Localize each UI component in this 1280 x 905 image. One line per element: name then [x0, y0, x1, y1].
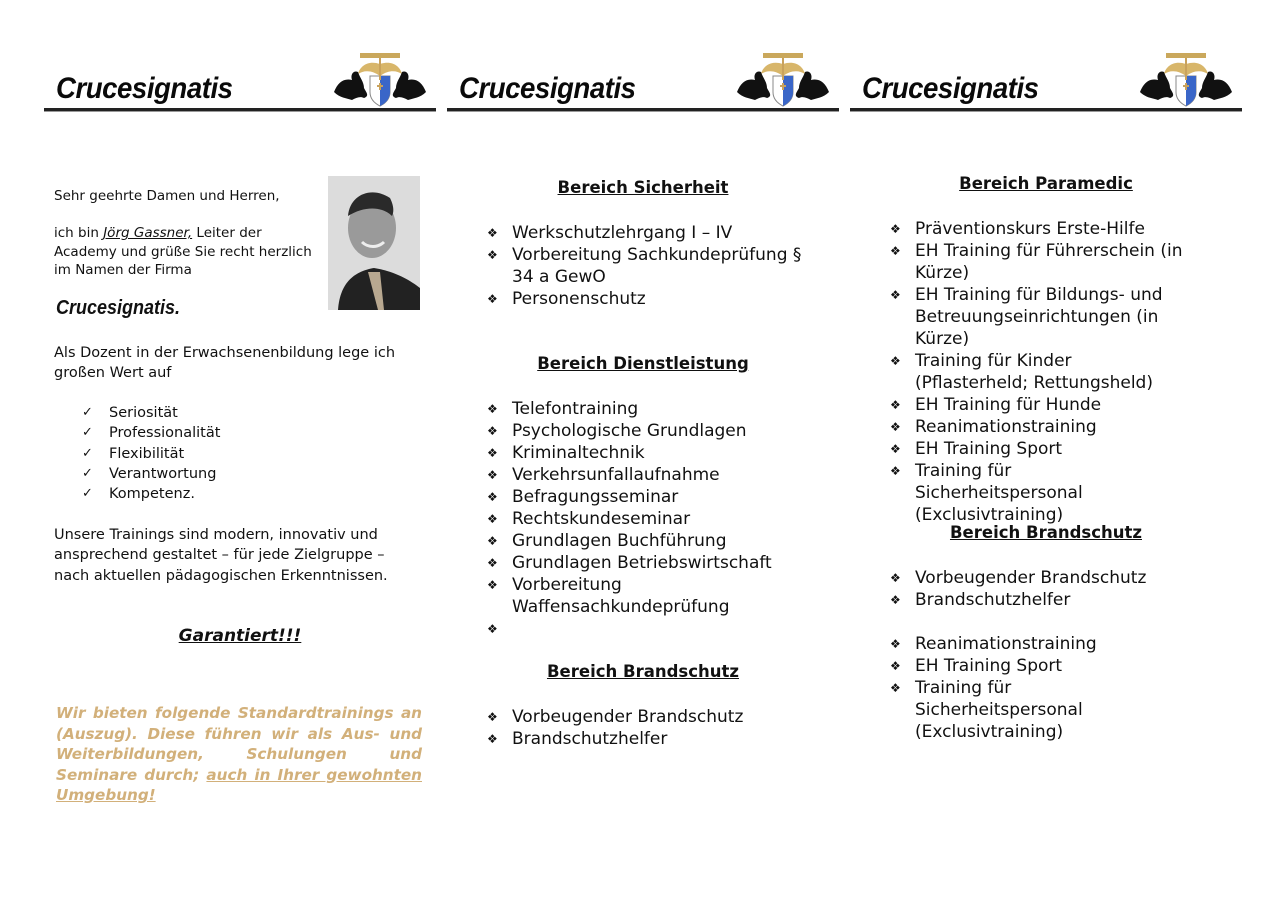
list-paramedic — [890, 218, 1210, 526]
section-title-brandschutz: Bereich Brandschutz — [546, 662, 739, 681]
list-item — [890, 677, 1210, 743]
four-diamond-bullet-icon: ❖ — [487, 446, 498, 460]
item-label: Brandschutzhelfer — [915, 590, 1071, 610]
header — [447, 52, 839, 114]
list-item — [487, 552, 827, 574]
item-label: EH Training für Hunde — [915, 395, 1102, 415]
panel-courses-1 — [447, 0, 839, 905]
value-label: Kompetenz. — [109, 486, 195, 503]
four-diamond-bullet-icon: ❖ — [890, 222, 901, 236]
four-diamond-bullet-icon: ❖ — [890, 354, 901, 368]
four-diamond-bullet-icon: ❖ — [487, 710, 498, 724]
value-label: Verantwortung — [109, 465, 217, 482]
list-item — [487, 706, 827, 728]
four-diamond-bullet-icon: ❖ — [890, 593, 901, 607]
four-diamond-bullet-icon: ❖ — [487, 512, 498, 526]
four-diamond-bullet-icon: ❖ — [487, 578, 498, 592]
item-label: EH Training für Bildungs- und Betreuungseinrichtungen (in Kürze) — [915, 285, 1163, 349]
header-rule — [44, 108, 436, 112]
section-title-sicherheit: Bereich Sicherheit — [557, 178, 729, 197]
intro-line-3: im Namen der Firma — [54, 262, 192, 278]
four-diamond-bullet-icon: ❖ — [890, 681, 901, 695]
item-label: Training für Kinder (Pflasterheld; Rettungsheld) — [915, 351, 1153, 393]
item-label: Reanimationstraining — [915, 417, 1097, 437]
intro-rest: Leiter der — [192, 225, 262, 241]
four-diamond-bullet-icon: ❖ — [487, 490, 498, 504]
header — [850, 52, 1242, 114]
list-item — [82, 444, 220, 464]
item-label: Grundlagen Buchführung — [512, 531, 727, 551]
list-item — [890, 416, 1210, 438]
item-label: Vorbeugender Brandschutz — [512, 707, 744, 727]
four-diamond-bullet-icon: ❖ — [487, 534, 498, 548]
value-label: Professionalität — [109, 425, 221, 442]
value-label: Seriosität — [109, 405, 178, 421]
four-diamond-bullet-icon: ❖ — [890, 288, 901, 302]
list-spacer — [890, 611, 1210, 633]
section-title-paramedic: Bereich Paramedic — [959, 174, 1133, 193]
list-item — [890, 438, 1210, 460]
signature-brand: Crucesignatis. — [56, 297, 181, 319]
list-sicherheit — [487, 222, 827, 310]
four-diamond-bullet-icon: ❖ — [890, 659, 901, 673]
list-item — [487, 398, 827, 420]
list-item — [487, 486, 827, 508]
item-label: EH Training Sport — [915, 656, 1063, 676]
item-label: Personenschutz — [512, 289, 646, 309]
checkmark-icon: ✓ — [82, 405, 93, 420]
list-brandschutz — [890, 567, 1210, 743]
value-label: Flexibilität — [109, 445, 185, 462]
list-item — [487, 530, 827, 552]
list-dienstleistung — [487, 398, 827, 640]
list-item — [487, 464, 827, 486]
four-diamond-bullet-icon: ❖ — [890, 464, 901, 478]
offer-highlight: auch in Ihrer gewohnten Umgebung! — [56, 765, 422, 804]
list-item — [890, 589, 1210, 611]
item-label: Training für Sicherheitspersonal (Exclusivtraining) — [915, 461, 1083, 525]
list-item — [890, 460, 1210, 526]
item-label: EH Training für Führerschein (in Kürze) — [915, 241, 1183, 283]
item-label: Grundlagen Betriebswirtschaft — [512, 553, 772, 573]
portrait-photo — [328, 176, 420, 310]
four-diamond-bullet-icon: ❖ — [487, 226, 498, 240]
item-label: Vorbereitung Waffensachkundeprüfung — [512, 575, 730, 617]
item-label: Verkehrsunfallaufnahme — [512, 465, 720, 485]
header-rule — [850, 108, 1242, 112]
four-diamond-bullet-icon: ❖ — [890, 571, 901, 585]
item-label: EH Training Sport — [915, 439, 1063, 459]
crest-logo-icon — [330, 52, 430, 110]
item-label: Brandschutzhelfer — [512, 729, 668, 749]
checkmark-icon: ✓ — [82, 425, 93, 441]
four-diamond-bullet-icon: ❖ — [487, 622, 498, 636]
list-brandschutz — [487, 706, 827, 750]
list-item — [82, 403, 220, 423]
list-item — [487, 244, 827, 288]
list-item — [890, 633, 1210, 655]
guarantee-heading: Garantiert!!! — [178, 626, 302, 646]
offer-paragraph — [56, 703, 422, 806]
list-item — [890, 350, 1210, 394]
item-label: Telefontraining — [512, 399, 639, 419]
trainings-paragraph: Unsere Trainings sind modern, innovativ und ansprechend gestaltet – für jede Zielgruppe – nach aktuellen pädagogischen Erkenntnissen. — [54, 527, 388, 584]
item-label: Rechtskundeseminar — [512, 509, 691, 529]
item-label: Psychologische Grundlagen — [512, 421, 747, 441]
crest-logo-icon — [733, 52, 833, 110]
four-diamond-bullet-icon: ❖ — [890, 244, 901, 258]
list-item — [890, 240, 1210, 284]
four-diamond-bullet-icon: ❖ — [487, 424, 498, 438]
item-label: Werkschutzlehrgang I – IV — [512, 223, 733, 243]
list-item — [487, 222, 827, 244]
four-diamond-bullet-icon: ❖ — [890, 637, 901, 651]
four-diamond-bullet-icon: ❖ — [487, 556, 498, 570]
four-diamond-bullet-icon: ❖ — [890, 442, 901, 456]
list-item — [487, 442, 827, 464]
list-item — [487, 728, 827, 750]
checkmark-icon: ✓ — [82, 465, 93, 481]
header — [44, 52, 436, 114]
panel-courses-2 — [850, 0, 1242, 905]
brand-title: Crucesignatis — [459, 72, 636, 105]
intro-line-2: Academy und grüße Sie recht herzlich — [54, 243, 312, 260]
offer-text: Wir bieten folgende Standardtrainings an (Auszug). Diese führen wir als Aus- und Weiterbildungen, Schulungen und Seminare durch; — [56, 704, 422, 784]
list-item — [890, 218, 1210, 240]
list-item — [487, 618, 827, 640]
panel-intro — [44, 0, 436, 905]
values-list — [82, 403, 220, 504]
section-title-dienstleistung: Bereich Dienstleistung — [537, 354, 749, 373]
item-label — [512, 618, 827, 640]
intro-prefix: ich bin — [54, 225, 104, 241]
item-label: Reanimationstraining — [915, 634, 1097, 654]
header-rule — [447, 108, 839, 112]
greeting: Sehr geehrte Damen und Herren, — [54, 188, 280, 204]
brand-title: Crucesignatis — [56, 72, 233, 105]
four-diamond-bullet-icon: ❖ — [487, 468, 498, 482]
list-item — [890, 284, 1210, 350]
four-diamond-bullet-icon: ❖ — [890, 420, 901, 434]
list-item — [487, 574, 827, 618]
four-diamond-bullet-icon: ❖ — [487, 292, 498, 306]
section-title-brandschutz: Bereich Brandschutz — [949, 523, 1142, 542]
item-label: Vorbeugender Brandschutz — [915, 568, 1147, 588]
list-item — [82, 464, 220, 484]
item-label: Training für Sicherheitspersonal (Exclusivtraining) — [915, 678, 1083, 742]
checkmark-icon: ✓ — [82, 445, 93, 461]
item-label: Vorbereitung Sachkundeprüfung § 34 a GewO — [512, 245, 802, 287]
list-item — [890, 655, 1210, 677]
four-diamond-bullet-icon: ❖ — [487, 248, 498, 262]
four-diamond-bullet-icon: ❖ — [487, 402, 498, 416]
list-item — [82, 484, 220, 504]
brand-title: Crucesignatis — [862, 72, 1039, 105]
checkmark-icon: ✓ — [82, 486, 93, 502]
author-name: Jörg Gassner, — [103, 225, 193, 241]
four-diamond-bullet-icon: ❖ — [890, 398, 901, 412]
item-label: Befragungsseminar — [512, 487, 679, 507]
dozent-paragraph: Als Dozent in der Erwachsenenbildung lege ich großen Wert auf — [54, 345, 396, 381]
list-item — [82, 423, 220, 443]
crest-logo-icon — [1136, 52, 1236, 110]
list-item — [890, 567, 1210, 589]
item-label: Präventionskurs Erste-Hilfe — [915, 219, 1145, 239]
intro-paragraph — [54, 224, 324, 280]
item-label: Kriminaltechnik — [512, 443, 645, 463]
list-item — [487, 288, 827, 310]
list-item — [890, 394, 1210, 416]
list-item — [487, 508, 827, 530]
four-diamond-bullet-icon: ❖ — [487, 732, 498, 746]
list-item — [487, 420, 827, 442]
